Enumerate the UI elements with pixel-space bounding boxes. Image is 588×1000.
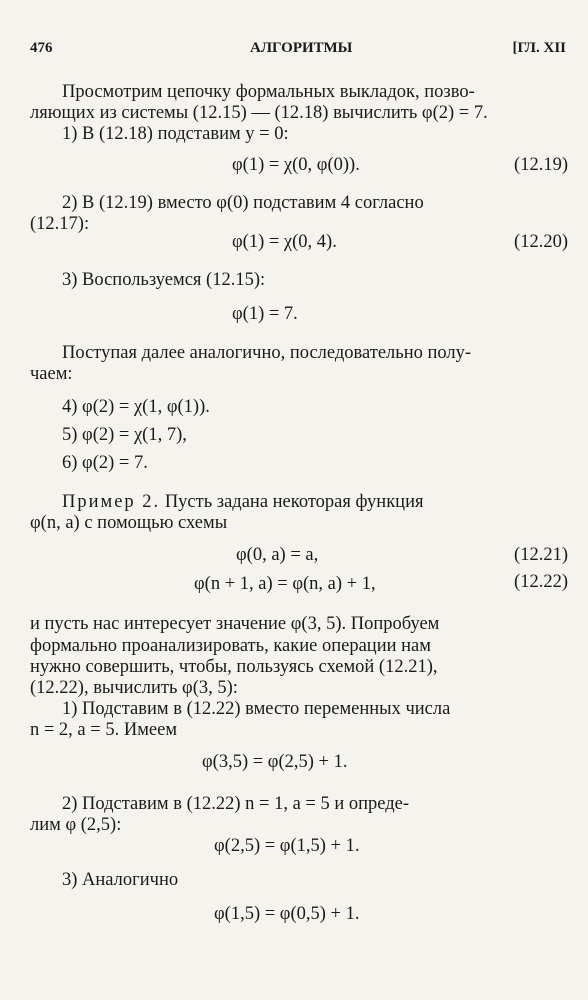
example-label: Пример 2.	[62, 492, 161, 512]
chapter-title: АЛГОРИТМЫ	[250, 40, 353, 56]
text-line: 1) Подставим в (12.22) вместо переменных числа	[62, 699, 451, 719]
text-line: чаем:	[30, 364, 73, 384]
text-line: нужно совершить, чтобы, пользуясь схемой (12.21),	[30, 657, 438, 677]
equation-number: (12.21)	[514, 545, 568, 565]
text-line: 3) Воспользуемся (12.15):	[62, 270, 266, 290]
equation-number: (12.22)	[514, 572, 568, 592]
equation: φ(1) = 7.	[232, 304, 298, 324]
text-line: формально проанализировать, какие операции нам	[30, 636, 431, 656]
equation: φ(2,5) = φ(1,5) + 1.	[214, 836, 360, 856]
equation: φ(1,5) = φ(0,5) + 1.	[214, 904, 360, 924]
text-line: лим φ (2,5):	[30, 815, 122, 835]
text-line: n = 2, a = 5. Имеем	[30, 720, 178, 740]
equation-number: (12.20)	[514, 232, 568, 252]
page-number: 476	[30, 40, 53, 56]
equation: φ(0, a) = a,	[236, 545, 319, 565]
text-line: Просмотрим цепочку формальных выкладок, позво-	[62, 82, 475, 102]
list-item: 6) φ(2) = 7.	[62, 453, 148, 473]
text-line: 2) В (12.19) вместо φ(0) подставим 4 согласно	[62, 193, 424, 213]
example-text: Пусть задана некоторая функция	[164, 492, 424, 512]
equation: φ(1) = χ(0, φ(0)).	[232, 155, 360, 175]
list-item: 4) φ(2) = χ(1, φ(1)).	[62, 397, 210, 417]
text-line: и пусть нас интересует значение φ(3, 5). Попробуем	[30, 614, 440, 634]
equation: φ(n + 1, a) = φ(n, a) + 1,	[194, 574, 376, 594]
text-line: 2) Подставим в (12.22) n = 1, a = 5 и опреде-	[62, 794, 410, 814]
list-item: 5) φ(2) = χ(1, 7),	[62, 425, 187, 445]
equation-number: (12.19)	[514, 155, 568, 175]
text-line: (12.22), вычислить φ(3, 5):	[30, 678, 238, 698]
text-line: (12.17):	[30, 214, 90, 234]
equation: φ(3,5) = φ(2,5) + 1.	[202, 752, 348, 772]
text-line: 1) В (12.18) подставим y = 0:	[62, 124, 289, 144]
text-line: ляющих из системы (12.15) — (12.18) вычислить φ(2) = 7.	[30, 103, 488, 123]
text-line: Поступая далее аналогично, последовательно полу-	[62, 343, 472, 363]
equation: φ(1) = χ(0, 4).	[232, 232, 337, 252]
text-line: 3) Аналогично	[62, 870, 179, 890]
text-line: φ(n, a) с помощью схемы	[30, 513, 228, 533]
chapter-ref: [ГЛ. XII	[512, 40, 566, 56]
